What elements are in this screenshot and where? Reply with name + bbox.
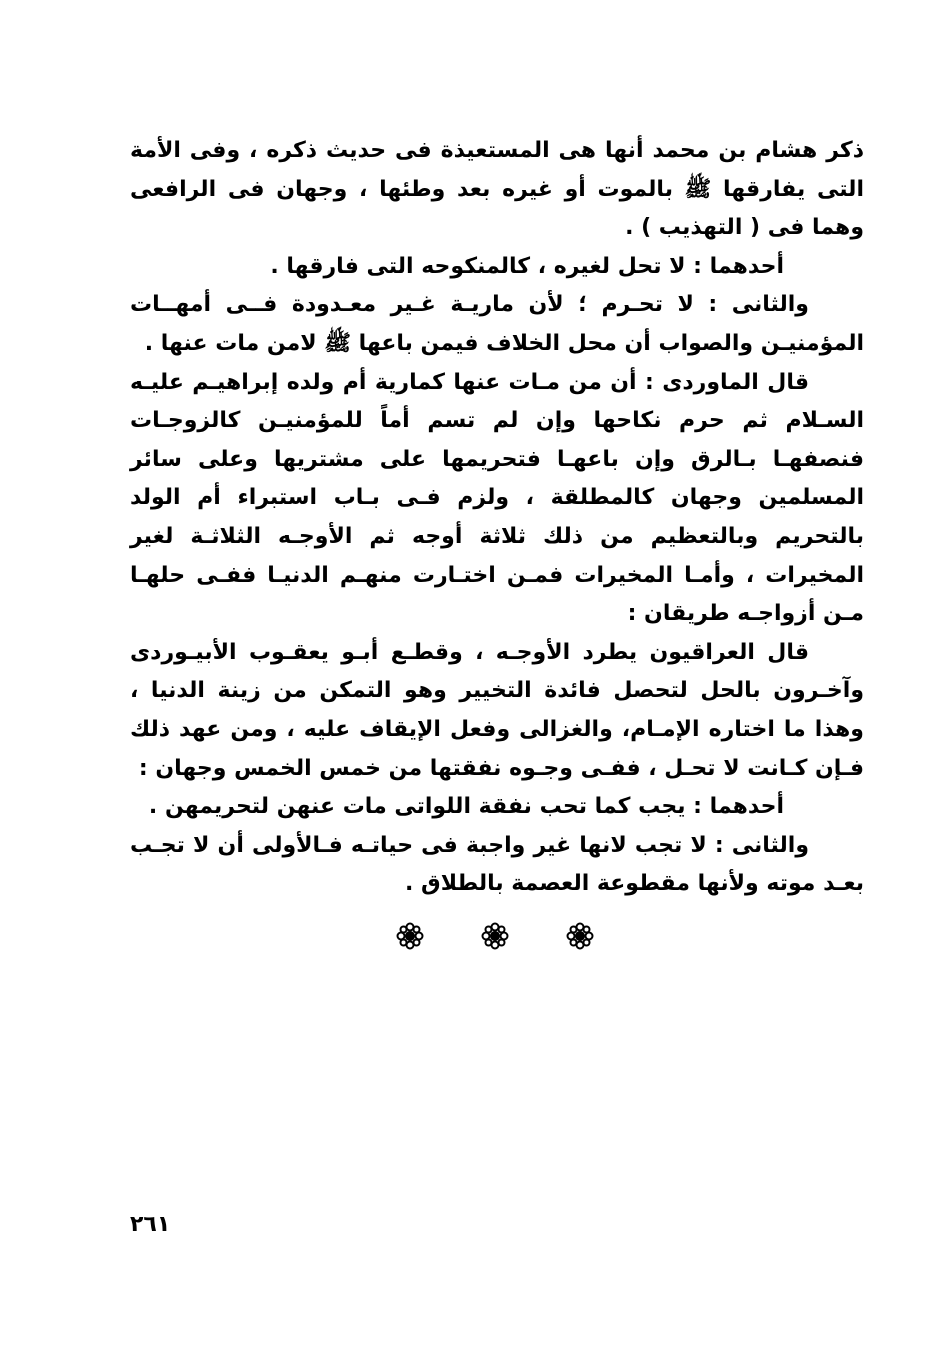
text-line-17: لا تجب لانها غير واجبة فى حياتـه فـالأولى أن لا تجـب بعـد: [130, 832, 864, 897]
text-line-14: والغزالى وفعل الإيقاف عليه ، ومن عهد ذلك فـإن كـانت لا تحـل ، ففـى وجـوه: [130, 716, 864, 781]
text-line-2: ﷺ بالموت أو غيره بعد وطئها ، وجهان فى الرافعى وهما فى ( التهذيب ) .: [130, 176, 864, 241]
text-line-11: طريقان :: [627, 601, 730, 627]
text-line-5: والصواب أن محل الخلاف فيمن باعها ﷺ لامن مات عنها .: [144, 330, 754, 356]
text-line-7: ثم حرم نكاحها وإن لم تسم أماً للمؤمنيـن كالزوجـات فنصفهـا بـالرق وإن باعهـا: [130, 408, 864, 472]
paragraph-nafaqa-first: [130, 788, 864, 827]
text-line-6: قال الماوردى : أن من مـات عنها كمارية أم ولده إبراهيـم عليـه السـلام: [130, 369, 864, 434]
page-body: [130, 132, 864, 904]
term-ahaduhuma-2: أحدهما :: [693, 794, 784, 820]
flower-ornament-icon: [480, 921, 510, 951]
term-thani: والثانى :: [708, 292, 809, 318]
text-line-9: استبراء أم الولد بالتحريم وبالتعظيم من ذلك ثلاثة أوجه ثم الأوجـه الثلاثـة لغير: [130, 485, 864, 549]
flower-ornament-icon: [565, 921, 595, 951]
text-line-12: قال العراقيون يطرد الأوجـه ، وقطـع أبـو يعقـوب الأبيـوردى وآخـرون: [130, 639, 864, 704]
text-line-10: المخيرات ، وأمـا المخيرات فمـن اختـارت منهـم الدنيـا ففـى حلهـا مـن أزواجـه: [130, 562, 864, 627]
term-thani-2: والثانى :: [714, 832, 809, 858]
paragraph-first-view: [130, 248, 864, 287]
flower-ornament-icon: [395, 921, 425, 951]
page-number: ٢٦١: [130, 1212, 171, 1237]
paragraph-iraqiyun: [130, 634, 864, 788]
text-line-8: فتحريمها على مشتريها وعلى سائر المسلمين وجهان كالمطلقة ، ولزم فـى بـاب: [130, 446, 864, 511]
paragraph-mawardi: [130, 364, 864, 634]
paragraph-second-view: [130, 286, 864, 363]
text-line-16: يجب كما تحب نفقة اللواتى مات عنهن لتحريمهن .: [148, 794, 694, 820]
paragraph-nafaqa-second: [130, 827, 864, 904]
text-line-18: موته ولأنها مقطوعة العصمة بالطلاق .: [405, 871, 816, 897]
text-line-4: لا تحـرم ؛ لأن ماريـة غـير معـدودة فــى أمهــات المؤمنيـن: [130, 292, 864, 356]
text-line-1: ذكر هشام بن محمد أنها هى المستعيذة فى حديث ذكره ، وفى الأمة التى يفارقها: [130, 138, 864, 202]
text-line-13: بالحل لتحصل فائدة التخيير وهو التمكن من زينة الدنيا ، وهذا ما اختاره الإمـام،: [130, 678, 864, 742]
paragraph-hisham: [130, 132, 864, 248]
text-line-3: لا تحل لغيره ، كالمنكوحه التى فارقها .: [270, 253, 694, 279]
text-line-15: نفقتها من خمس الخمس وجهان :: [138, 755, 502, 781]
section-divider-ornaments: [395, 921, 595, 951]
term-ahaduhuma: أحدهما :: [693, 253, 784, 279]
